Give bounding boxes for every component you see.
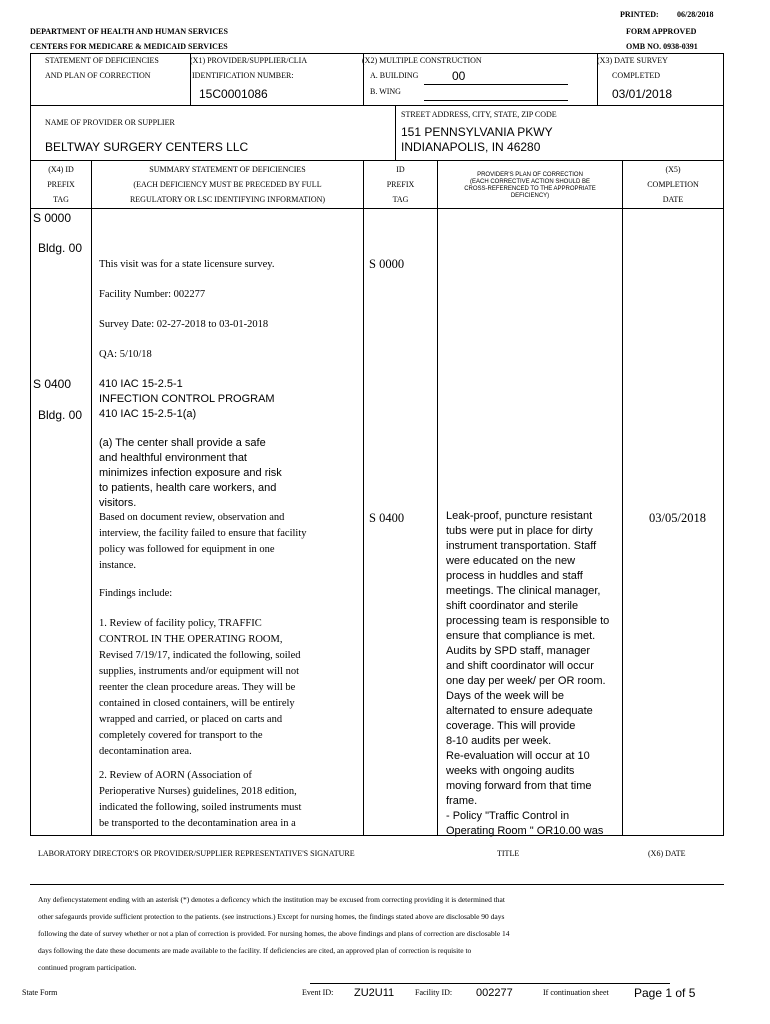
finding-1: 1. Review of facility policy, TRAFFIC CONTROL IN THE OPERATING ROOM, Revised 7/19/17, indicated the following, soiled supplies, instruments and/or equipment will not reenter the clean procedure areas. They will be contained in closed containers, will be entirely wrapped and carried, or placed on carts and completely covered for transport to the decontamination area. (99, 618, 301, 757)
rule-col-x4 (91, 160, 92, 836)
rule-body-bottom (30, 835, 724, 836)
summary-header-3: REGULATORY OR LSC IDENTIFYING INFORMATION) (129, 195, 326, 204)
plan-header-2: (EACH CORRECTIVE ACTION SHOULD BE (469, 179, 591, 185)
provider-id-value: 15C0001086 (199, 87, 268, 101)
x5-header-1: (X5) (665, 165, 681, 174)
summary-header-2: (EACH DEFICIENCY MUST BE PRECEDED BY FULL (133, 180, 322, 189)
x4-header-2: PREFIX (47, 180, 75, 189)
building-label: A. BUILDING (370, 71, 419, 80)
x6-date-label: (X6) DATE (648, 849, 686, 858)
title-label: TITLE (497, 849, 520, 858)
facility-id-value: 002277 (476, 987, 513, 999)
address-line-2: INDIANAPOLIS, IN 46280 (401, 140, 541, 154)
address-label: STREET ADDRESS, CITY, STATE, ZIP CODE (401, 110, 557, 119)
x1-label-1: (X1) PROVIDER/SUPPLIER/CLIA (190, 56, 308, 65)
x3-label: (X3) DATE SURVEY (597, 56, 668, 65)
disclaimer-text: Any defiencystatement ending with an asterisk (*) denotes a deficency which the institution may be excused from correcting providing it is determined that other safegaurds provide sufficient protection to the patients. (see instructions.) Except for nursing homes, the findings stated above are disclosable 90 days following the date of survey whether or not a plan of correction is provided. For nursing homes, the above findings and plans of correction are disclosable 14 days following the date these documents are made available to the facility. If deficiencies are cited, an approved plan of correction is requisite to continued program participation. (38, 895, 510, 972)
plan-header-1: PROVIDER'S PLAN OF CORRECTION (477, 172, 583, 178)
completion-date: 03/05/2018 (649, 511, 706, 525)
plan-of-correction: Leak-proof, puncture resistant tubs were put in place for dirty instrument transportation. Staff were educated on the new process in huddles and staff meetings. The clinical manager, shift coordinator and sterile processing team is responsible to ensure that compliance is met. Audits by SPD staff, manager and shift coordinator will occur one day per week/ per OR room. Days of the week will be alternated to ensure adequate coverage. This will provide 8-10 audits per week. Re-evaluation will occur at 10 weeks with ongoing audits moving forward from that time frame. - Policy "Traffic Control in Operating Room " OR10.00 was (446, 510, 610, 837)
event-id-value: ZU2U11 (354, 987, 395, 999)
x5-header-3: DATE (662, 195, 684, 204)
x4-header-1: (X4) ID (48, 165, 74, 174)
rule-col-plan (622, 160, 623, 836)
regulation-reference: 410 IAC 15-2.5-1 INFECTION CONTROL PROGRAM 410 IAC 15-2.5-1(a) (99, 378, 275, 420)
provider-name: BELTWAY SURGERY CENTERS LLC (45, 140, 249, 154)
rule-top (30, 53, 724, 54)
requirement-text: (a) The center shall provide a safe and healthful environment that minimizes infection exposure and risk to patients, health care workers, and visitors. (99, 437, 282, 509)
survey-date-range: Survey Date: 02-27-2018 to 03-01-2018 (99, 319, 269, 330)
prefix-tag-s0000: S 0000 (33, 211, 72, 225)
wing-label: B. WING (370, 87, 401, 96)
finding-2: 2. Review of AORN (Association of Perioperative Nurses) guidelines, 2018 edition, indicated the following, soiled instruments must be transported to the decontamination area in a (99, 770, 302, 829)
plan-header-3: CROSS-REFERENCED TO THE APPROPRIATE (464, 186, 596, 192)
building-tag-2: Bldg. 00 (38, 408, 83, 422)
survey-text: This visit was for a state licensure survey. (99, 259, 275, 270)
cms-title: CENTERS FOR MEDICARE & MEDICAID SERVICES (30, 42, 228, 51)
x4-header-3: TAG (53, 195, 69, 204)
building-underline (424, 84, 568, 85)
rule-right (723, 53, 724, 836)
x5-header-2: COMPLETION (647, 180, 699, 189)
plan-header-4: DEFICIENCY) (510, 193, 550, 199)
finding-intro: Based on document review, observation and interview, the facility failed to ensure that facility policy was followed for equipment in one instance. (99, 512, 307, 571)
rule-cols-top (30, 160, 724, 161)
x2-label: (X2) MULTIPLE CONSTRUCTION (362, 56, 482, 65)
prefix-tag-s0400: S 0400 (33, 377, 72, 391)
provider-name-label: NAME OF PROVIDER OR SUPPLIER (45, 118, 175, 127)
statement-label-2: AND PLAN OF CORRECTION (45, 71, 151, 80)
summary-header-1: SUMMARY STATEMENT OF DEFICIENCIES (149, 165, 306, 174)
page-number: Page 1 of 5 (634, 986, 696, 1000)
statement-label-1: STATEMENT OF DEFICIENCIES (45, 56, 159, 65)
x1-label-2: IDENTIFICATION NUMBER: (192, 71, 294, 80)
id-header-1: ID (396, 165, 405, 174)
printed-label: PRINTED: (620, 10, 659, 19)
address-line-1: 151 PENNSYLVANIA PKWY (401, 125, 553, 139)
qa-date: QA: 5/10/18 (99, 349, 152, 360)
rule-col-id (437, 160, 438, 836)
facility-number: Facility Number: 002277 (99, 289, 206, 300)
id-tag-s0000: S 0000 (369, 257, 405, 271)
rule-footer (310, 983, 670, 984)
x3-completed-label: COMPLETED (612, 71, 660, 80)
survey-date-value: 03/01/2018 (612, 87, 673, 101)
building-value: 00 (452, 69, 466, 83)
findings-include: Findings include: (99, 588, 173, 599)
rule-mid (30, 105, 724, 106)
omb-number: OMB NO. 0938-0391 (626, 42, 698, 51)
director-signature-label: LABORATORY DIRECTOR'S OR PROVIDER/SUPPLIER REPRESENTATIVE'S SIGNATURE (38, 849, 355, 858)
state-form-label: State Form (22, 988, 58, 997)
printed-date: 06/28/2018 (677, 10, 714, 19)
id-header-3: TAG (392, 195, 409, 204)
wing-underline (424, 100, 568, 101)
id-header-2: PREFIX (386, 180, 415, 189)
building-tag-1: Bldg. 00 (38, 241, 83, 255)
rule-col-summary (363, 160, 364, 836)
rule-cols-bottom (30, 208, 724, 209)
event-id-label: Event ID: (302, 988, 334, 997)
rule-signature-bottom (30, 884, 724, 885)
id-tag-s0400: S 0400 (369, 511, 405, 525)
form-approved: FORM APPROVED (626, 27, 697, 36)
facility-id-label: Facility ID: (415, 988, 453, 997)
continuation-label: If continuation sheet (543, 988, 609, 997)
rule-address-left (395, 105, 396, 160)
department-title: DEPARTMENT OF HEALTH AND HUMAN SERVICES (30, 27, 228, 36)
